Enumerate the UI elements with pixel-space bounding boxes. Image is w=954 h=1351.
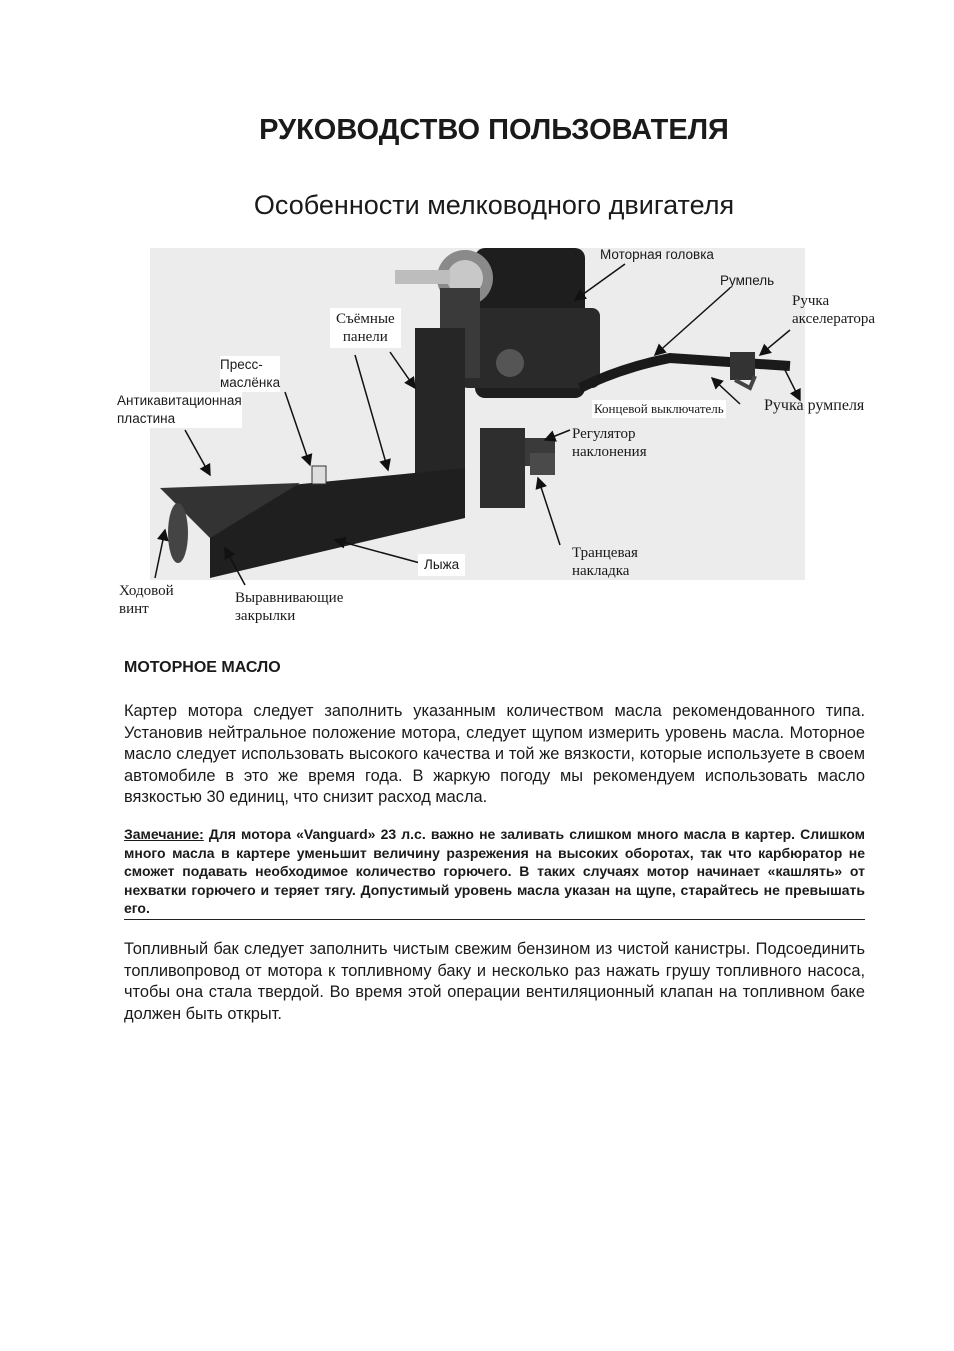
- label-tilt-line2: наклонения: [572, 444, 647, 460]
- paragraph-fuel-tank: Топливный бак следует заполнить чистым свежим бензином из чистой канистры. Подсоединить топливопровод от мотора к топливному баку и несколько раз нажать грушу топливного насоса, чтобы она стала твердой. Во время этой операции вентиляционный клапан на топливном баке должен быть открыт.: [124, 940, 865, 1023]
- label-transom-line1: Транцевая: [572, 545, 638, 561]
- label-throttle: [792, 292, 875, 328]
- note-block: [124, 825, 865, 920]
- engine-diagram: [0, 0, 954, 640]
- label-kill-switch: Концевой выключатель: [594, 401, 724, 416]
- label-tilt-regulator: [572, 425, 647, 461]
- label-trim-line1: Выравнивающие: [235, 590, 344, 606]
- label-propeller: [119, 582, 174, 618]
- label-propeller-line2: винт: [119, 601, 149, 617]
- label-trim-line2: закрылки: [235, 608, 296, 624]
- label-panels-line1: Съёмные: [336, 311, 395, 327]
- label-anticav-line2: пластина: [117, 411, 176, 426]
- note-text: Для мотора «Vanguard» 23 л.с. важно не заливать слишком много масла в картер. Слишком много масла в картере уменьшит величину разрежения на высоких оборотах, так что карбюратор не сможет подавать необходимое количество горючего. В таких случаях мотор начинает «кашлять» от нехватки горючего и теряет тягу. Допустимый уровень масла указан на щупе, старайтесь не превышать его.: [124, 826, 865, 917]
- section-title-engine-oil: МОТОРНОЕ МАСЛО: [124, 659, 281, 676]
- label-panels-line2: панели: [342, 329, 388, 345]
- label-ski: Лыжа: [418, 554, 465, 576]
- label-transom-line2: накладка: [572, 563, 630, 579]
- label-tiller-handle: Ручка румпеля: [764, 397, 865, 414]
- note-lead: Замечание:: [124, 826, 204, 842]
- label-tilt-line1: Регулятор: [572, 426, 636, 442]
- label-trim-tabs: [235, 589, 343, 625]
- paragraph-oil-fill: Картер мотора следует заполнить указанным количеством масла рекомендованного типа. Установив нейтральное положение мотора, следует щупом измерить уровень масла. Моторное масло следует использовать высокого качества и той же вязкости, которые используете в своем автомобиле в это же время года. В жаркую погоду мы рекомендуем использовать масло вязкостью 30 единиц, что снизит расход масла.: [124, 702, 865, 806]
- label-motor-head: Моторная головка: [600, 247, 714, 262]
- label-grease-line1: Пресс-: [220, 357, 263, 372]
- label-removable-panels: [330, 308, 401, 348]
- label-throttle-line1: Ручка: [792, 293, 830, 309]
- label-propeller-line1: Ходовой: [119, 583, 174, 599]
- page-subtitle: Особенности мелководного двигателя: [253, 190, 735, 220]
- label-anticavitation-plate: [117, 392, 242, 428]
- label-grease-fitting: [220, 356, 280, 392]
- label-anticav-line1: Антикавитационная: [117, 393, 242, 408]
- label-tiller: Румпель: [720, 273, 775, 288]
- label-grease-line2: маслёнка: [220, 375, 281, 390]
- page-title: РУКОВОДСТВО ПОЛЬЗОВАТЕЛЯ: [259, 114, 729, 146]
- label-transom-bracket: [572, 544, 638, 580]
- label-throttle-line2: акселератора: [792, 311, 875, 327]
